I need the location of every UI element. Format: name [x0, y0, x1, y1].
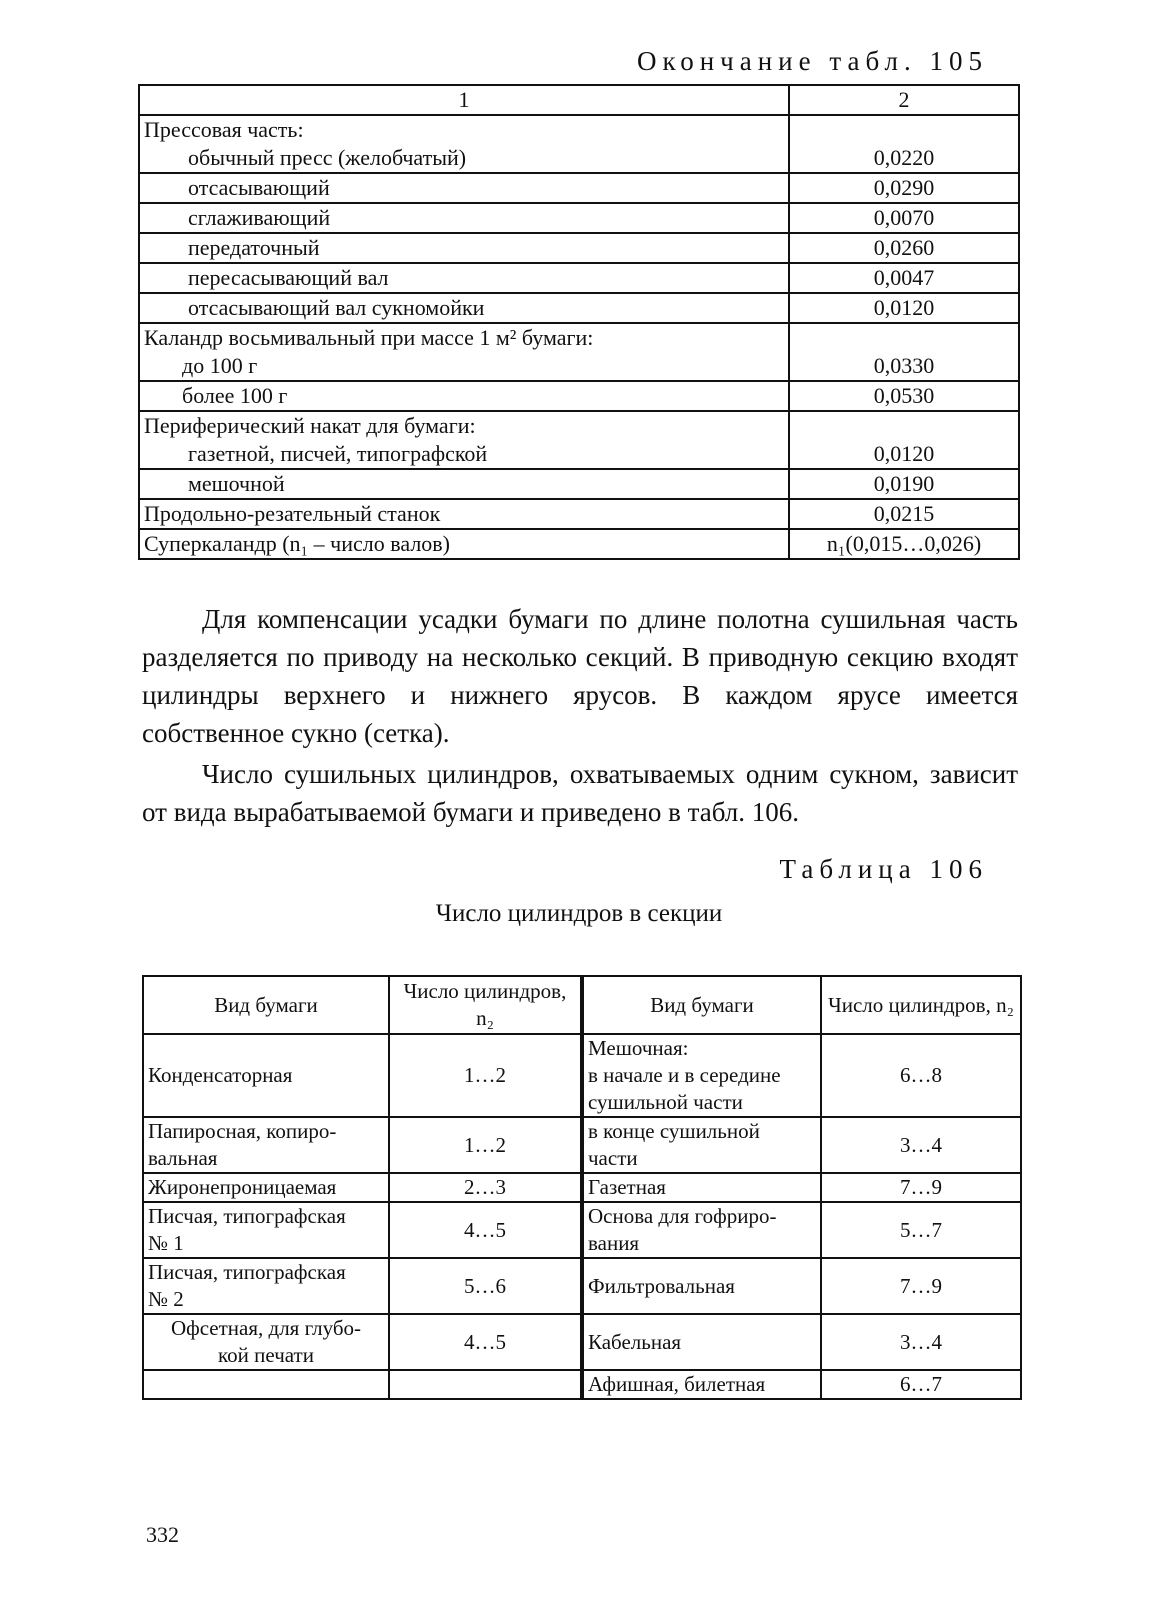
table-106-cylinders-cell: 7…9 [821, 1173, 1021, 1202]
table-105-row [139, 529, 1019, 559]
table-106-cylinders-cell: 1…2 [389, 1117, 582, 1173]
table-106-cylinders-cell: 3…4 [821, 1117, 1021, 1173]
table-106-header-cylinders-right: Число цилиндров, n₂ [821, 976, 1021, 1034]
table-106-paper-type-cell: Жиронепроницаемая [143, 1173, 389, 1202]
table-105-item-text: пересасывающий вал [188, 265, 389, 290]
table-106-cylinders-cell: 6…7 [821, 1370, 1021, 1399]
table-105-item-cell [139, 469, 789, 499]
table-106-title: Число цилиндров в секции [435, 900, 723, 927]
table-106-paper-type-cell: Офсетная, для глубо- кой печати [143, 1314, 389, 1370]
table-106-paper-type-cell: Писчая, типографская № 1 [143, 1202, 389, 1258]
table-105-item-text: Прессовая часть: [144, 117, 304, 142]
table-106-paper-type-cell: Кабельная [582, 1314, 821, 1370]
table-105-value-cell: 0,0120 [789, 293, 1019, 323]
table-105-row [139, 469, 1019, 499]
table-105-item-cell [139, 499, 789, 529]
table-105-item-text: до 100 г [182, 353, 258, 378]
table-105-item-text: более 100 г [182, 383, 288, 408]
table-105-value-cell: 0,0190 [789, 469, 1019, 499]
table-105-row [139, 323, 1019, 381]
table-105-row [139, 293, 1019, 323]
table-105-row [139, 499, 1019, 529]
table-105-item-cell [139, 293, 789, 323]
table-105-value-cell: 0,0070 [789, 203, 1019, 233]
table-106-paper-type-cell: Мешочная: в начале и в середине сушильной части [582, 1034, 821, 1117]
table-105-item-text: Суперкаландр (n₁ – число валов) [144, 531, 451, 556]
table-106-cylinders-cell: 4…5 [389, 1202, 582, 1258]
table-105-item-text: газетной, писчей, типографской [188, 441, 488, 466]
table-105-value-cell: 0,0215 [789, 499, 1019, 529]
table-105-value-cell: 0,0290 [789, 173, 1019, 203]
table-106-cylinders-cell: 2…3 [389, 1173, 582, 1202]
page-number: 332 [146, 1522, 179, 1547]
table-105-row [139, 411, 1019, 469]
table-106-paper-type-cell: Писчая, типографская № 2 [143, 1258, 389, 1314]
table-105-item-cell [139, 381, 789, 411]
table-106-paper-type-cell [143, 1370, 389, 1399]
table-105-row [139, 203, 1019, 233]
table-105-value-cell: 0,0220 [789, 115, 1019, 173]
table-106-row [143, 1314, 1021, 1370]
table-105-item-cell [139, 173, 789, 203]
table-105-item-cell [139, 263, 789, 293]
table-106-paper-type-cell: Папиросная, копиро- вальная [143, 1117, 389, 1173]
table-106-paper-type-cell: Афишная, билетная [582, 1370, 821, 1399]
table-105-item-text: отсасывающий вал сукномойки [188, 295, 485, 320]
table-105-continuation-caption: Окончание табл. 105 [636, 46, 988, 76]
table-106-cylinders-cell: 5…6 [389, 1258, 582, 1314]
table-106-row [143, 1117, 1021, 1173]
paragraph-cylinder-count: Число сушильных цилиндров, охватываемых одним сукном, зависит от вида вырабатываемой бумаги и приведено в табл. 106. [142, 759, 1018, 827]
table-105 [138, 84, 1020, 560]
paragraph-compensation: Для компенсации усадки бумаги по длине полотна сушильная часть разделяется по приводу на несколько секций. В приводную секцию входят цилиндры верхнего и нижнего ярусов. В каждом ярусе имеется собственное сукно (сетка). [142, 604, 1018, 748]
table-106-header-paper-type-left: Вид бумаги [143, 976, 389, 1034]
table-105-item-cell [139, 411, 789, 469]
table-106-paper-type-cell: в конце сушильной части [582, 1117, 821, 1173]
table-106-header-row [143, 976, 1021, 1034]
table-106-paper-type-cell: Конденсаторная [143, 1034, 389, 1117]
table-106 [142, 975, 1022, 1400]
table-106-cylinders-cell: 3…4 [821, 1314, 1021, 1370]
table-106-paper-type-cell: Основа для гофриро- вания [582, 1202, 821, 1258]
table-105-header-col1: 1 [139, 85, 789, 115]
table-106-cylinders-cell: 5…7 [821, 1202, 1021, 1258]
table-106-header-paper-type-right: Вид бумаги [582, 976, 821, 1034]
table-106-row [143, 1202, 1021, 1258]
table-106-cylinders-cell: 7…9 [821, 1258, 1021, 1314]
table-106-row [143, 1370, 1021, 1399]
table-106-paper-type-cell: Газетная [582, 1173, 821, 1202]
table-105-row [139, 263, 1019, 293]
table-106-cylinders-cell: 1…2 [389, 1034, 582, 1117]
table-105-item-text: Периферический накат для бумаги: [144, 413, 476, 438]
table-105-value-cell: n₁(0,015…0,026) [789, 529, 1019, 559]
table-105-item-text: Каландр восьмивальный при массе 1 м² бумаги: [144, 325, 594, 350]
table-105-item-cell [139, 203, 789, 233]
table-105-header-row [139, 85, 1019, 115]
table-105-row [139, 173, 1019, 203]
table-105-item-text: сглаживающий [188, 205, 331, 230]
table-106-cylinders-cell: 4…5 [389, 1314, 582, 1370]
table-105-value-cell: 0,0120 [789, 411, 1019, 469]
table-106-row [143, 1173, 1021, 1202]
table-105-value-cell: 0,0260 [789, 233, 1019, 263]
table-106-cylinders-cell: 6…8 [821, 1034, 1021, 1117]
table-106-header-cylinders-left: Число цилиндров, n₂ [389, 976, 582, 1034]
table-105-item-cell [139, 529, 789, 559]
table-106-row [143, 1034, 1021, 1117]
table-106-paper-type-cell: Фильтровальная [582, 1258, 821, 1314]
table-105-item-cell [139, 233, 789, 263]
table-105-row [139, 381, 1019, 411]
table-105-item-cell [139, 115, 789, 173]
table-105-header-col2: 2 [789, 85, 1019, 115]
table-106-cylinders-cell [389, 1370, 582, 1399]
table-105-value-cell: 0,0047 [789, 263, 1019, 293]
table-105-value-cell: 0,0530 [789, 381, 1019, 411]
table-105-item-text: отсасывающий [188, 175, 330, 200]
table-105-value-cell: 0,0330 [789, 323, 1019, 381]
table-106-row [143, 1258, 1021, 1314]
table-106-caption: Таблица 106 [779, 854, 988, 884]
table-105-item-cell [139, 323, 789, 381]
table-105-row [139, 233, 1019, 263]
table-105-item-text: обычный пресс (желобчатый) [188, 145, 467, 170]
table-105-row [139, 115, 1019, 173]
table-105-item-text: мешочной [188, 471, 285, 496]
table-105-item-text: Продольно-резательный станок [144, 501, 441, 526]
table-105-item-text: передаточный [188, 235, 320, 260]
